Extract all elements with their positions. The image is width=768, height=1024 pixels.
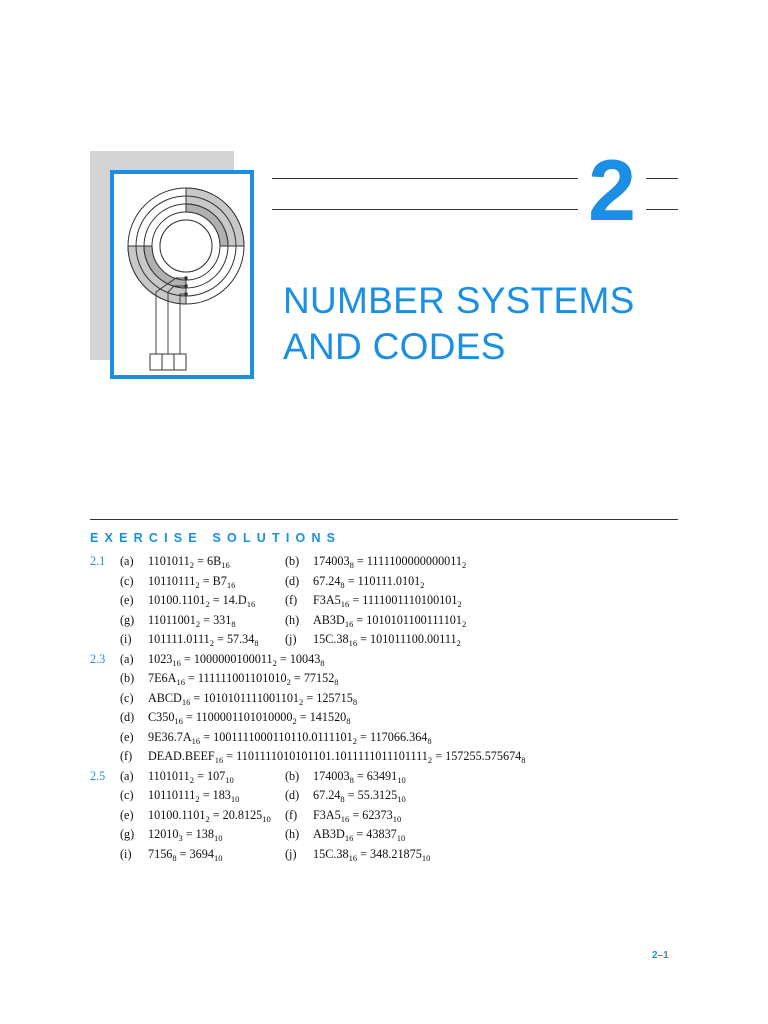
exercise-row [90,613,690,633]
exercise-number: 2.3 [90,651,106,666]
item-label: (a) [120,768,134,783]
item-answer: $1101011_2 = 6B_{16}$ [148,554,230,570]
item-answer: $9E36.7A_{16} = 1001111000110110.0111101_2 = 117066.364_8$ [148,729,432,746]
item-label: (e) [120,593,134,607]
exercise-number: 2.5 [90,768,106,783]
exercise-row [90,827,690,847]
chapter-number: 2 [578,148,646,234]
exercise-row [90,593,690,613]
item-answer: $15C.38_{16} = 348.21875_{10}$ [313,846,431,863]
item-answer: $7E6A_{16} = 111111001101010_2 = 77152_8$ [148,671,339,687]
item-answer: $11011001_2 = 331_8$ [148,612,236,629]
item-answer: $F3A5_{16} = 1111001110100101_2$ [313,593,462,609]
item-answer: $AB3D_{16} = 1010101100111101_2$ [313,612,467,629]
exercise-row [90,574,690,594]
item-answer: $15C.38_{16} = 101011100.00111_2$ [313,632,461,648]
item-answer: $10110111_2 = B7_{16}$ [148,573,236,590]
item-label: (i) [120,632,132,646]
item-label: (e) [120,807,134,822]
exercise-row [90,749,690,769]
item-answer: $DEAD.BEEF_{16} = 1101111010101101.1011111011101111_2 = 157255.575674_8$ [148,749,526,765]
chapter-logo [110,170,254,379]
chapter-title-line-1: NUMBER SYSTEMS [283,280,635,321]
item-label: (f) [285,593,298,607]
exercise-number: 2.1 [90,554,106,568]
item-answer: $174003_8 = 1111100000000011_2$ [313,554,467,570]
item-label: (f) [120,749,133,763]
item-answer: $1023_{16} = 1000000100011_2 = 10043_8$ [148,651,325,668]
disk-rotary-encoder-icon [114,174,258,383]
item-answer: $67.24_8 = 110111.0101_2$ [313,573,425,590]
item-answer: $F3A5_{16} = 62373_{10}$ [313,807,402,824]
exercise-row [90,788,690,808]
item-label: (c) [120,788,134,802]
item-label: (f) [285,807,298,822]
item-label: (j) [285,846,297,861]
exercise-row [90,691,690,711]
item-answer: $12010_3 = 138_{10}$ [148,827,223,843]
item-answer: $10110111_2 = 183_{10}$ [148,788,240,804]
item-answer: $67.24_8 = 55.3125_{10}$ [313,788,406,804]
item-label: (b) [120,671,135,685]
item-label: (a) [120,651,134,666]
exercise-row [90,554,690,574]
item-label: (d) [285,788,300,802]
item-label: (j) [285,632,297,646]
item-label: (h) [285,827,300,841]
exercise-row [90,808,690,828]
chapter-title [283,278,635,370]
exercise-row [90,671,690,691]
exercise-solutions [90,554,690,866]
item-label: (i) [120,846,132,861]
exercise-row [90,730,690,750]
item-answer: $10100.1101_2 = 14.D_{16}$ [148,593,256,609]
item-answer: $AB3D_{16} = 43837_{10}$ [313,827,406,843]
exercise-row [90,632,690,652]
exercise-row [90,652,690,672]
chapter-title-line-2: AND CODES [283,326,506,367]
item-answer: $10100.1101_2 = 20.8125_{10}$ [148,807,271,824]
exercise-row [90,769,690,789]
item-label: (h) [285,612,300,627]
section-rule [90,519,678,520]
item-label: (b) [285,554,300,568]
item-answer: $1101011_2 = 107_{10}$ [148,768,234,785]
item-label: (b) [285,768,300,783]
item-label: (a) [120,554,134,568]
item-answer: $174003_8 = 63491_{10}$ [313,768,406,785]
item-label: (c) [120,690,134,705]
item-label: (e) [120,729,134,744]
item-label: (c) [120,573,134,588]
item-label: (g) [120,612,135,627]
item-label: (d) [285,573,300,588]
section-heading: EXERCISE SOLUTIONS [90,531,342,545]
item-answer: $7156_8 = 3694_{10}$ [148,846,223,863]
item-answer: $101111.0111_2 = 57.34_8$ [148,632,259,648]
exercise-row [90,847,690,867]
item-answer: $ABCD_{16} = 1010101111001101_2 = 125715_8$ [148,690,358,707]
exercise-row [90,710,690,730]
item-answer: $C350_{16} = 1100001101010000_2 = 141520_8$ [148,710,351,726]
item-label: (d) [120,710,135,724]
page-number: 2–1 [652,950,669,961]
item-label: (g) [120,827,135,841]
